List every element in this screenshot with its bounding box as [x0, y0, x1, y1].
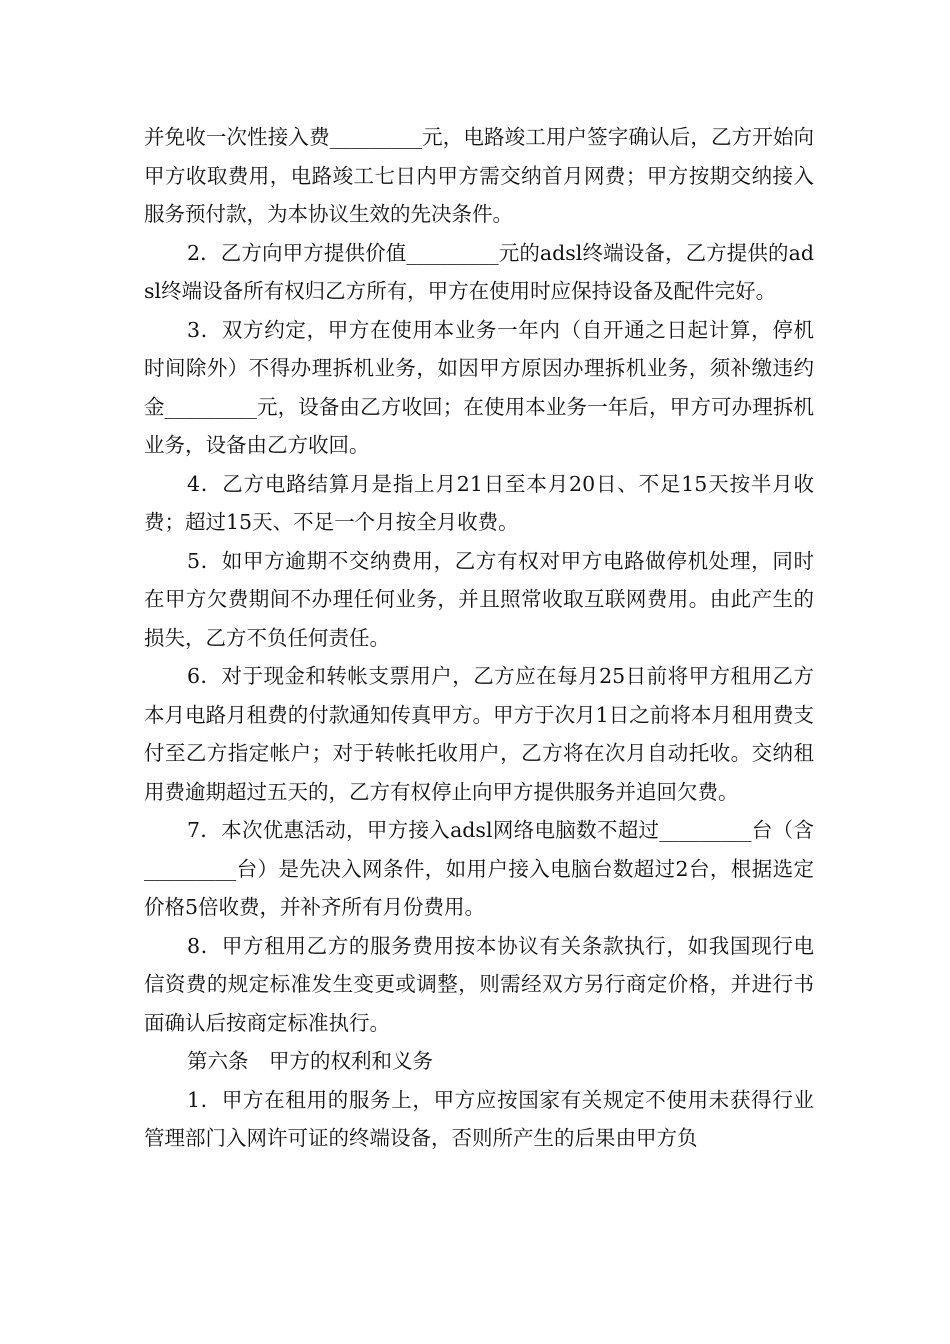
section-clause-1: 1．甲方在租用的服务上，甲方应按国家有关规定不使用未获得行业管理部门入网许可证的终端设备，否则所产生的后果由甲方负 — [144, 1087, 814, 1150]
paragraph-continuation: 并免收一次性接入费_________元，电路竣工用户签字确认后，乙方开始向甲方收取费用，电路竣工七日内甲方需交纳首月网费；甲方按期交纳接入服务预付款，为本协议生效的先决条件。 — [144, 125, 814, 226]
document-body — [144, 118, 814, 1158]
clause-3: 3．双方约定，甲方在使用本业务一年内（自开通之日起计算，停机时间除外）不得办理拆机业务，如因甲方原因办理拆机业务，须补缴违约金_________元，设备由乙方收回；在使用本业务一年后，甲方可办理拆机业务，设备由乙方收回。 — [144, 317, 814, 457]
clause-6: 6．对于现金和转帐支票用户，乙方应在每月25日前将甲方租用乙方本月电路月租费的付款通知传真甲方。甲方于次月1日之前将本月租用费支付至乙方指定帐户；对于转帐托收用户，乙方将在次月自动托收。交纳租用费逾期超过五天的，乙方有权停止向甲方提供服务并追回欠费。 — [144, 664, 814, 804]
clause-8: 8．甲方租用乙方的服务费用按本协议有关条款执行，如我国现行电信资费的规定标准发生变更或调整，则需经双方另行商定价格，并进行书面确认后按商定标准执行。 — [144, 933, 814, 1035]
clause-7: 7．本次优惠活动，甲方接入adsl网络电脑数不超过_________台（含_________台）是先决入网条件，如用户接入电脑台数超过2台，根据选定价格5倍收费，并补齐所有月份费用。 — [144, 818, 814, 919]
clause-2: 2．乙方向甲方提供价值_________元的adsl终端设备，乙方提供的adsl终端设备所有权归乙方所有，甲方在使用时应保持设备及配件完好。 — [144, 240, 814, 303]
clause-5: 5．如甲方逾期不交纳费用，乙方有权对甲方电路做停机处理，同时在甲方欠费期间不办理任何业务，并且照常收取互联网费用。由此产生的损失，乙方不负任何责任。 — [144, 548, 814, 650]
section-heading: 第六条 甲方的权利和义务 — [187, 1049, 433, 1073]
clause-4: 4．乙方电路结算月是指上月21日至本月20日、不足15天按半月收费；超过15天、不足一个月按全月收费。 — [144, 471, 814, 534]
